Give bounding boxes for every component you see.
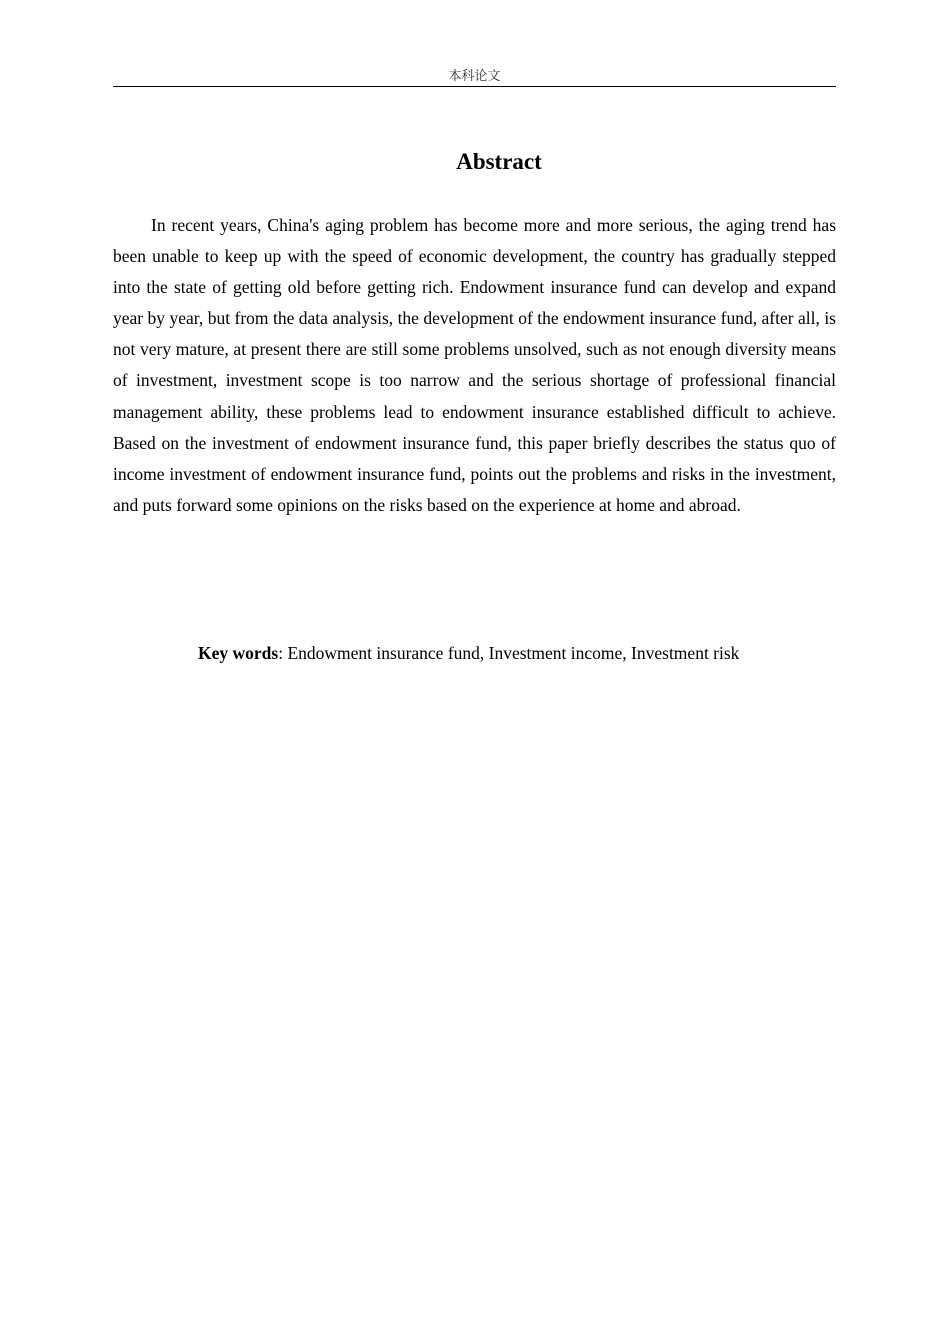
keywords-line [198, 638, 838, 669]
abstract-title: Abstract [456, 149, 542, 174]
page-header [113, 67, 836, 87]
keywords-label: Key words [198, 643, 279, 663]
keywords-text: Endowment insurance fund, Investment income, Investment risk [287, 643, 740, 663]
abstract-body: In recent years, China's aging problem has become more and more serious, the aging trend has been unable to keep up with the speed of economic development, the country has gradually stepped into the state of getting old before getting rich. Endowment insurance fund can develop and expand year by year, but from the data analysis, the development of the endowment insurance fund, after all, is not very mature, at present there are still some problems unsolved, such as not enough diversity means of investment, investment scope is too narrow and the serious shortage of professional financial management ability, these problems lead to endowment insurance established difficult to achieve. Based on the investment of endowment insurance fund, this paper briefly describes the status quo of income investment of endowment insurance fund, points out the problems and risks in the investment, and puts forward some opinions on the risks based on the experience at home and abroad. [113, 215, 836, 515]
keywords-separator: : [278, 643, 288, 663]
header-text: 本科论文 [448, 69, 501, 84]
